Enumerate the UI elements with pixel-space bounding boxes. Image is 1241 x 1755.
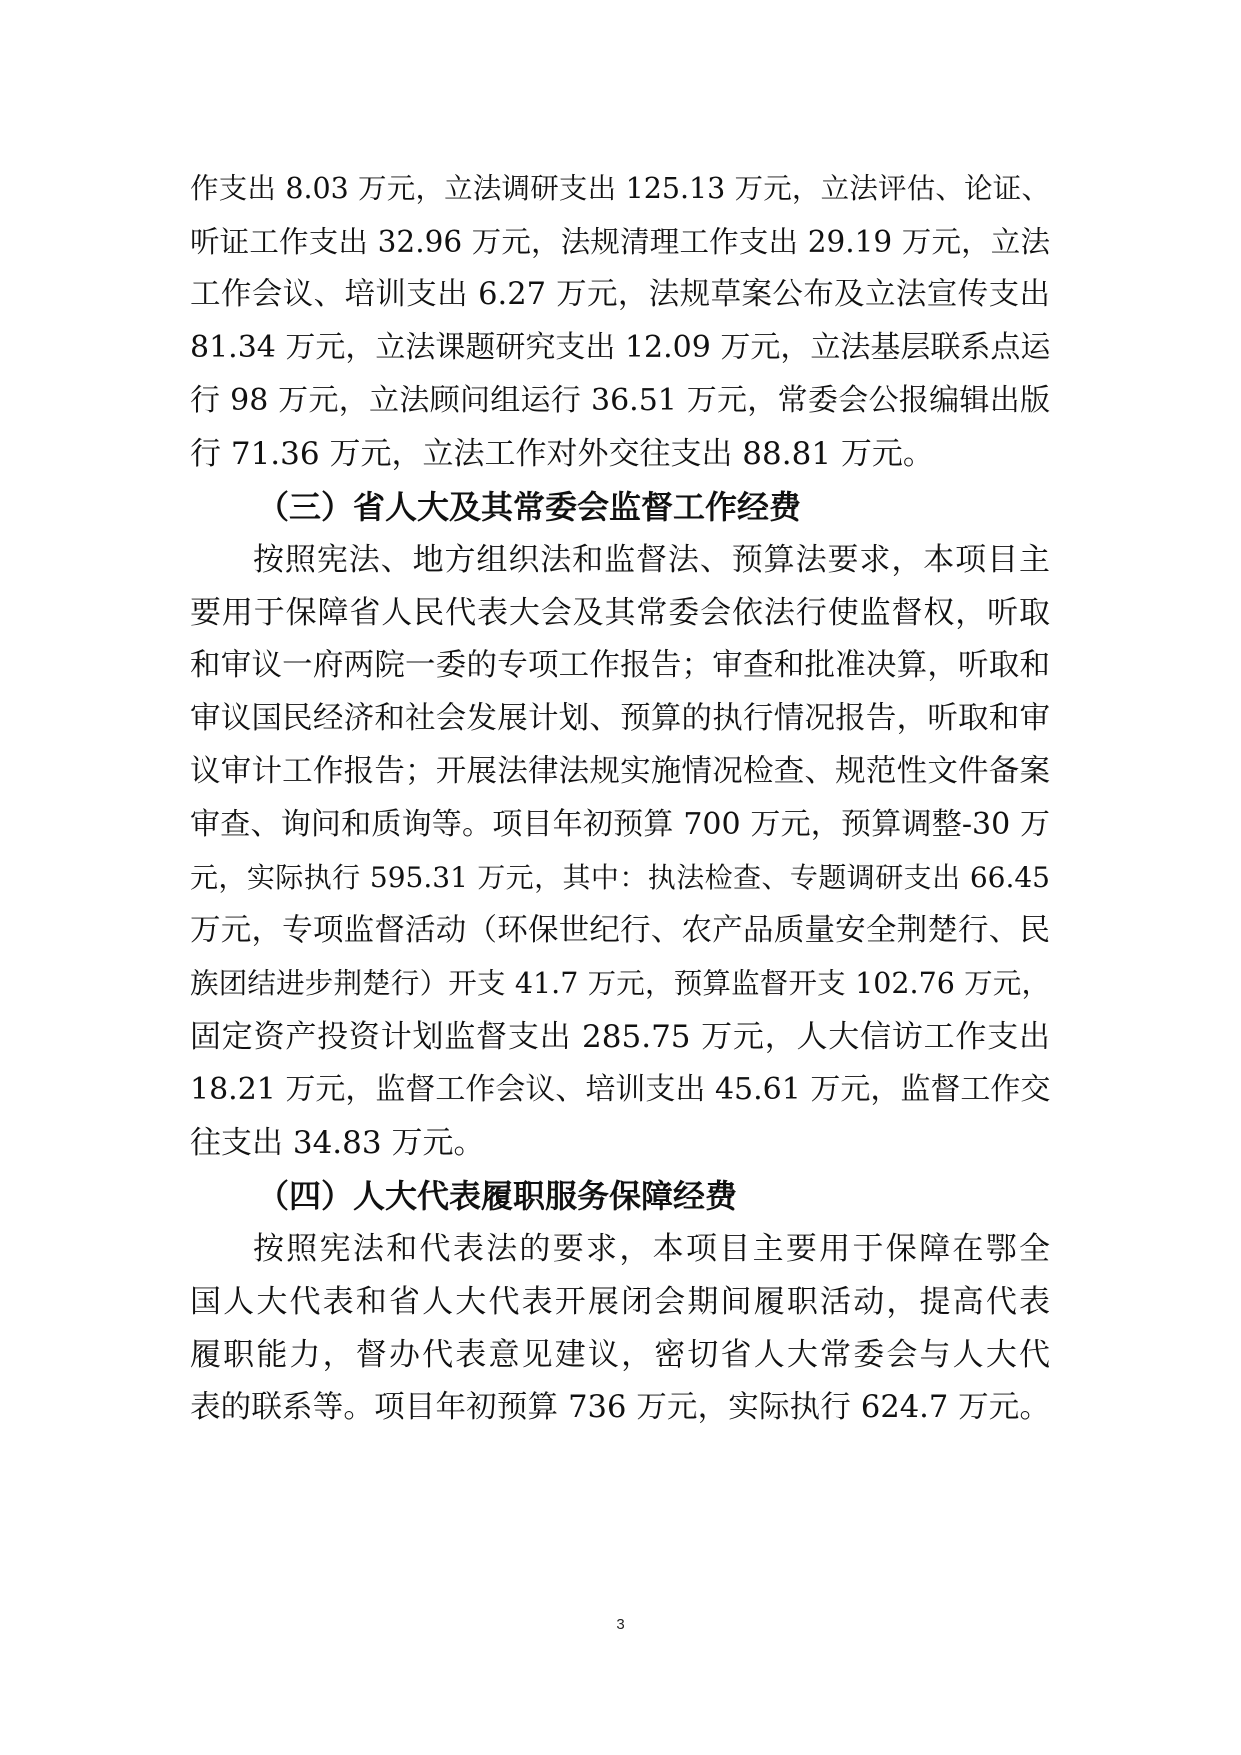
text-line: 履职能力，督办代表意见建议，密切省人大常委会与人大代 <box>190 1337 1050 1373</box>
text-line: 表的联系等。项目年初预算 736 万元，实际执行 624.7 万元。 <box>190 1390 1050 1425</box>
text-line: 听证工作支出 32.96 万元，法规清理工作支出 29.19 万元，立法 <box>190 225 1050 259</box>
text-line: 18.21 万元，监督工作会议、培训支出 45.61 万元，监督工作交 <box>190 1072 1051 1107</box>
text-line: 往支出 34.83 万元。 <box>190 1125 485 1161</box>
page-number: 3 <box>616 1616 625 1633</box>
text-line: 工作会议、培训支出 6.27 万元，法规草案公布及立法宣传支出 <box>190 277 1050 312</box>
section-heading-deputy-services: （四）人大代表履职服务保障经费 <box>257 1177 738 1215</box>
text-line: 元，实际执行 595.31 万元，其中：执法检查、专题调研支出 66.45 <box>190 861 1050 894</box>
text-line: 和审议一府两院一委的专项工作报告；审查和批准决算，听取和 <box>190 648 1050 683</box>
text-line: 行 71.36 万元，立法工作对外交往支出 88.81 万元。 <box>190 436 934 472</box>
text-line: 行 98 万元，立法顾问组运行 36.51 万元，常委会公报编辑出版 <box>190 383 1050 418</box>
text-line: 按照宪法和代表法的要求，本项目主要用于保障在鄂全 <box>253 1231 1050 1267</box>
text-line: 要用于保障省人民代表大会及其常委会依法行使监督权，听取 <box>190 595 1050 631</box>
section-heading-supervision: （三）省人大及其常委会监督工作经费 <box>257 488 802 526</box>
text-line: 审查、询问和质询等。项目年初预算 700 万元，预算调整-30 万 <box>190 807 1050 842</box>
text-line: 议审计工作报告；开展法律法规实施情况检查、规范性文件备案 <box>190 754 1050 789</box>
text-line: 国人大代表和省人大代表开展闭会期间履职活动，提高代表 <box>190 1284 1050 1320</box>
text-line: 审议国民经济和社会发展计划、预算的执行情况报告，听取和审 <box>190 701 1050 736</box>
text-line: 万元，专项监督活动（环保世纪行、农产品质量安全荆楚行、民 <box>190 913 1050 948</box>
text-line: 81.34 万元，立法课题研究支出 12.09 万元，立法基层联系点运 <box>190 330 1051 365</box>
text-line: 作支出 8.03 万元，立法调研支出 125.13 万元，立法评估、论证、 <box>190 172 1050 205</box>
text-line: 按照宪法、地方组织法和监督法、预算法要求，本项目主 <box>253 542 1050 578</box>
text-line: 族团结进步荆楚行）开支 41.7 万元，预算监督开支 102.76 万元， <box>190 967 1050 1000</box>
text-line: 固定资产投资计划监督支出 285.75 万元，人大信访工作支出 <box>190 1019 1050 1055</box>
